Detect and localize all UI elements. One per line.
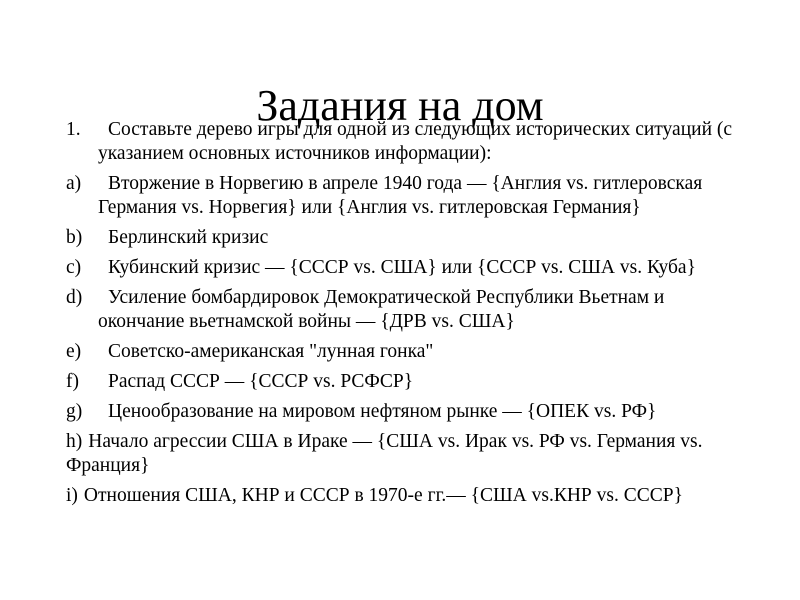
task-item bbox=[66, 226, 746, 250]
task-marker: a) bbox=[66, 173, 82, 194]
task-item bbox=[66, 484, 746, 508]
task-marker: 1. bbox=[66, 119, 81, 140]
task-item bbox=[66, 430, 746, 478]
task-item bbox=[66, 286, 746, 334]
task-item bbox=[66, 118, 746, 166]
task-text: Вторжение в Норвегию в апреле 1940 года — {Англия vs. гитлеровская Германия vs. Норвегия} или {Англия vs. гитлеровская Германия} bbox=[98, 173, 703, 218]
task-text: Составьте дерево игры для одной из следующих исторических ситуаций (с указанием основных источников информации): bbox=[98, 119, 733, 164]
task-text: Ценообразование на мировом нефтяном рынке — {ОПЕК vs. РФ} bbox=[108, 401, 657, 422]
task-marker: f) bbox=[66, 371, 79, 392]
task-item bbox=[66, 340, 746, 364]
task-item bbox=[66, 370, 746, 394]
task-item bbox=[66, 172, 746, 220]
task-item bbox=[66, 400, 746, 424]
task-marker: g) bbox=[66, 401, 83, 422]
task-text: Распад СССР — {СССР vs. РСФСР} bbox=[108, 371, 414, 392]
task-text: Усиление бомбардировок Демократической Республики Вьетнам и окончание вьетнамской войны — {ДРВ vs. США} bbox=[98, 287, 665, 332]
task-marker: i) bbox=[66, 485, 78, 506]
task-list bbox=[66, 118, 746, 514]
task-text: Начало агрессии США в Ираке — {США vs. Ирак vs. РФ vs. Германия vs. Франция} bbox=[66, 431, 703, 476]
task-item bbox=[66, 256, 746, 280]
task-text: Отношения США, КНР и СССР в 1970-е гг.— {США vs.КНР vs. СССР} bbox=[83, 485, 683, 506]
task-marker: c) bbox=[66, 257, 82, 278]
task-marker: b) bbox=[66, 227, 83, 248]
task-marker: h) bbox=[66, 431, 83, 452]
task-text: Берлинский кризис bbox=[108, 227, 269, 248]
slide-title: Задания на дом bbox=[256, 81, 544, 130]
task-text: Кубинский кризис — {СССР vs. США} или {СССР vs. США vs. Куба} bbox=[108, 257, 696, 278]
task-text: Советско-американская "лунная гонка" bbox=[108, 341, 434, 362]
task-marker: d) bbox=[66, 287, 83, 308]
task-marker: e) bbox=[66, 341, 82, 362]
